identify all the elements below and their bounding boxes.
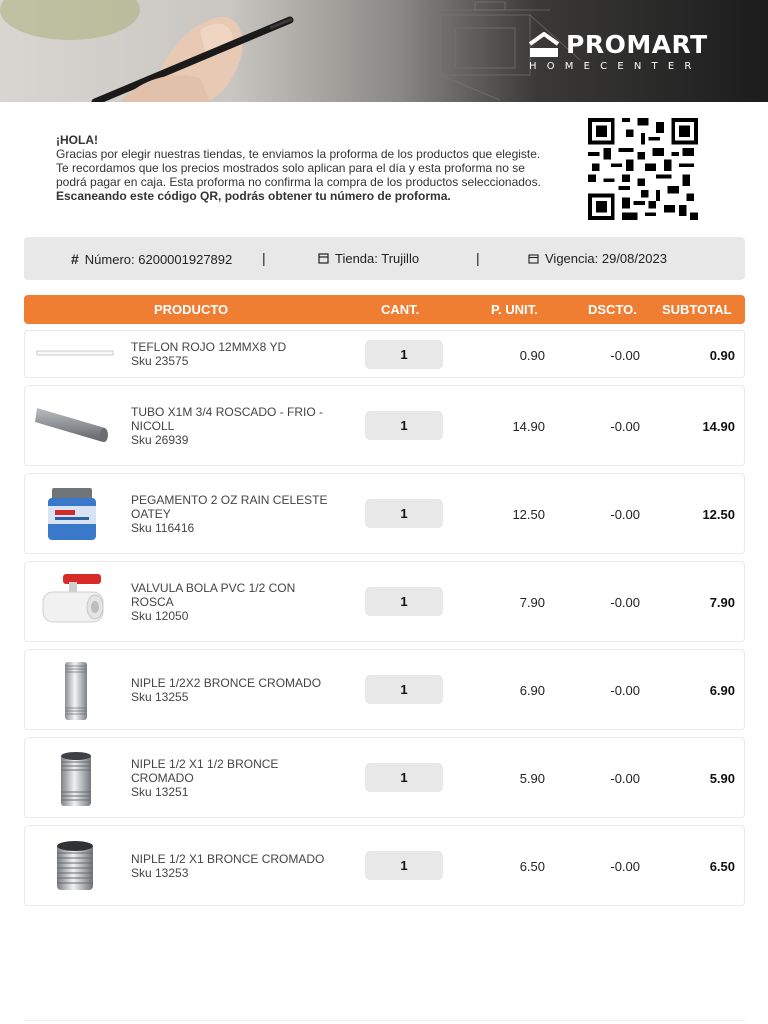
greeting-title: ¡HOLA!: [56, 133, 98, 147]
unit-price: 6.50: [519, 859, 545, 874]
validity-info: [528, 251, 667, 266]
column-header-unit-price: P. UNIT.: [491, 302, 538, 317]
product-name: TEFLON ROJO 12MMX8 YD Sku 23575: [131, 340, 351, 368]
greeting-line: Gracias por elegir nuestras tiendas, te enviamos la proforma de los productos que elegiste.: [56, 147, 541, 161]
quantity-field[interactable]: 1: [365, 675, 443, 704]
ball-valve-icon: [35, 572, 115, 632]
pipe-icon: [35, 400, 115, 450]
subtotal: 6.90: [709, 683, 735, 698]
discount: -0.00: [610, 683, 640, 698]
nipple-short-icon: [35, 838, 115, 896]
unit-price: 6.90: [519, 683, 545, 698]
hash-icon: #: [71, 251, 79, 267]
proforma-number-label: Número: 6200001927892: [84, 251, 233, 267]
product-name: PEGAMENTO 2 OZ RAIN CELESTE OATEY Sku 116416: [131, 493, 351, 535]
column-header-qty: CANT.: [381, 302, 420, 317]
product-sku: Sku 23575: [131, 354, 189, 368]
calendar-icon: [528, 253, 539, 264]
product-name: VALVULA BOLA PVC 1/2 CON ROSCA Sku 12050: [131, 581, 351, 623]
discount: -0.00: [610, 507, 640, 522]
subtotal: 6.50: [709, 859, 735, 874]
brand-subtitle: HOMECENTER: [529, 61, 702, 72]
store-info: [318, 251, 419, 266]
divider: [24, 1020, 745, 1021]
product-sku: Sku 13251: [131, 785, 189, 799]
nipple-medium-icon: [35, 750, 115, 808]
qr-code-icon[interactable]: [588, 118, 698, 220]
qr-instruction: Escaneando este código QR, podrás obtener tu número de proforma.: [56, 189, 451, 203]
proforma-number: [71, 251, 232, 267]
header-banner: [0, 0, 768, 102]
table-row: [24, 737, 745, 818]
quantity-field[interactable]: 1: [365, 340, 443, 369]
discount: -0.00: [610, 859, 640, 874]
product-sku: Sku 12050: [131, 609, 189, 623]
product-sku: Sku 116416: [131, 521, 195, 535]
store-icon: [318, 253, 329, 264]
separator: |: [476, 250, 480, 266]
product-name: NIPLE 1/2X2 BRONCE CROMADO Sku 13255: [131, 676, 351, 704]
unit-price: 0.90: [519, 348, 545, 363]
quantity-field[interactable]: 1: [365, 411, 443, 440]
proforma-info-bar: [24, 237, 745, 280]
table-row: [24, 825, 745, 906]
column-header-subtotal: SUBTOTAL: [662, 302, 732, 317]
unit-price: 12.50: [512, 507, 545, 522]
discount: -0.00: [610, 595, 640, 610]
store-label: Tienda: Trujillo: [335, 251, 420, 266]
product-sku: Sku 13255: [131, 690, 189, 704]
validity-label: Vigencia: 29/08/2023: [545, 251, 667, 266]
house-logo-icon: [528, 32, 560, 58]
unit-price: 14.90: [512, 419, 545, 434]
subtotal: 0.90: [709, 348, 735, 363]
hand-with-pen-image: [0, 0, 320, 102]
table-row: [24, 385, 745, 466]
subtotal: 12.50: [702, 507, 735, 522]
unit-price: 7.90: [519, 595, 545, 610]
glue-can-icon: [35, 486, 115, 544]
subtotal: 5.90: [709, 771, 735, 786]
subtotal: 14.90: [702, 419, 735, 434]
products-table-header: [24, 295, 745, 324]
greeting-message: [56, 133, 576, 203]
discount: -0.00: [610, 419, 640, 434]
column-header-discount: DSCTO.: [588, 302, 637, 317]
quantity-field[interactable]: 1: [365, 851, 443, 880]
promart-logo[interactable]: [528, 30, 738, 76]
product-name: NIPLE 1/2 X1 1/2 BRONCE CROMADO Sku 13251: [131, 757, 351, 799]
discount: -0.00: [610, 348, 640, 363]
quantity-field[interactable]: 1: [365, 499, 443, 528]
separator: |: [262, 250, 266, 266]
greeting-line: Te recordamos que los precios mostrados solo aplican para el día y esta proforma no se: [56, 161, 525, 175]
product-sku: Sku 26939: [131, 433, 189, 447]
product-sku: Sku 13253: [131, 866, 189, 880]
quantity-field[interactable]: 1: [365, 763, 443, 792]
unit-price: 5.90: [519, 771, 545, 786]
teflon-tape-icon: [35, 348, 115, 358]
brand-name: PROMART: [566, 30, 708, 59]
product-name: TUBO X1M 3/4 ROSCADO - FRIO - NICOLL Sku 26939: [131, 405, 351, 447]
table-row: [24, 649, 745, 730]
nipple-long-icon: [35, 660, 115, 722]
table-row: [24, 561, 745, 642]
discount: -0.00: [610, 771, 640, 786]
quantity-field[interactable]: 1: [365, 587, 443, 616]
column-header-product: PRODUCTO: [154, 302, 229, 317]
subtotal: 7.90: [709, 595, 735, 610]
table-row: [24, 473, 745, 554]
greeting-line: podrá pagar en caja. Esta proforma no confirma la compra de los productos seleccionados.: [56, 175, 541, 189]
product-name: NIPLE 1/2 X1 BRONCE CROMADO Sku 13253: [131, 852, 351, 880]
table-row: [24, 330, 745, 378]
